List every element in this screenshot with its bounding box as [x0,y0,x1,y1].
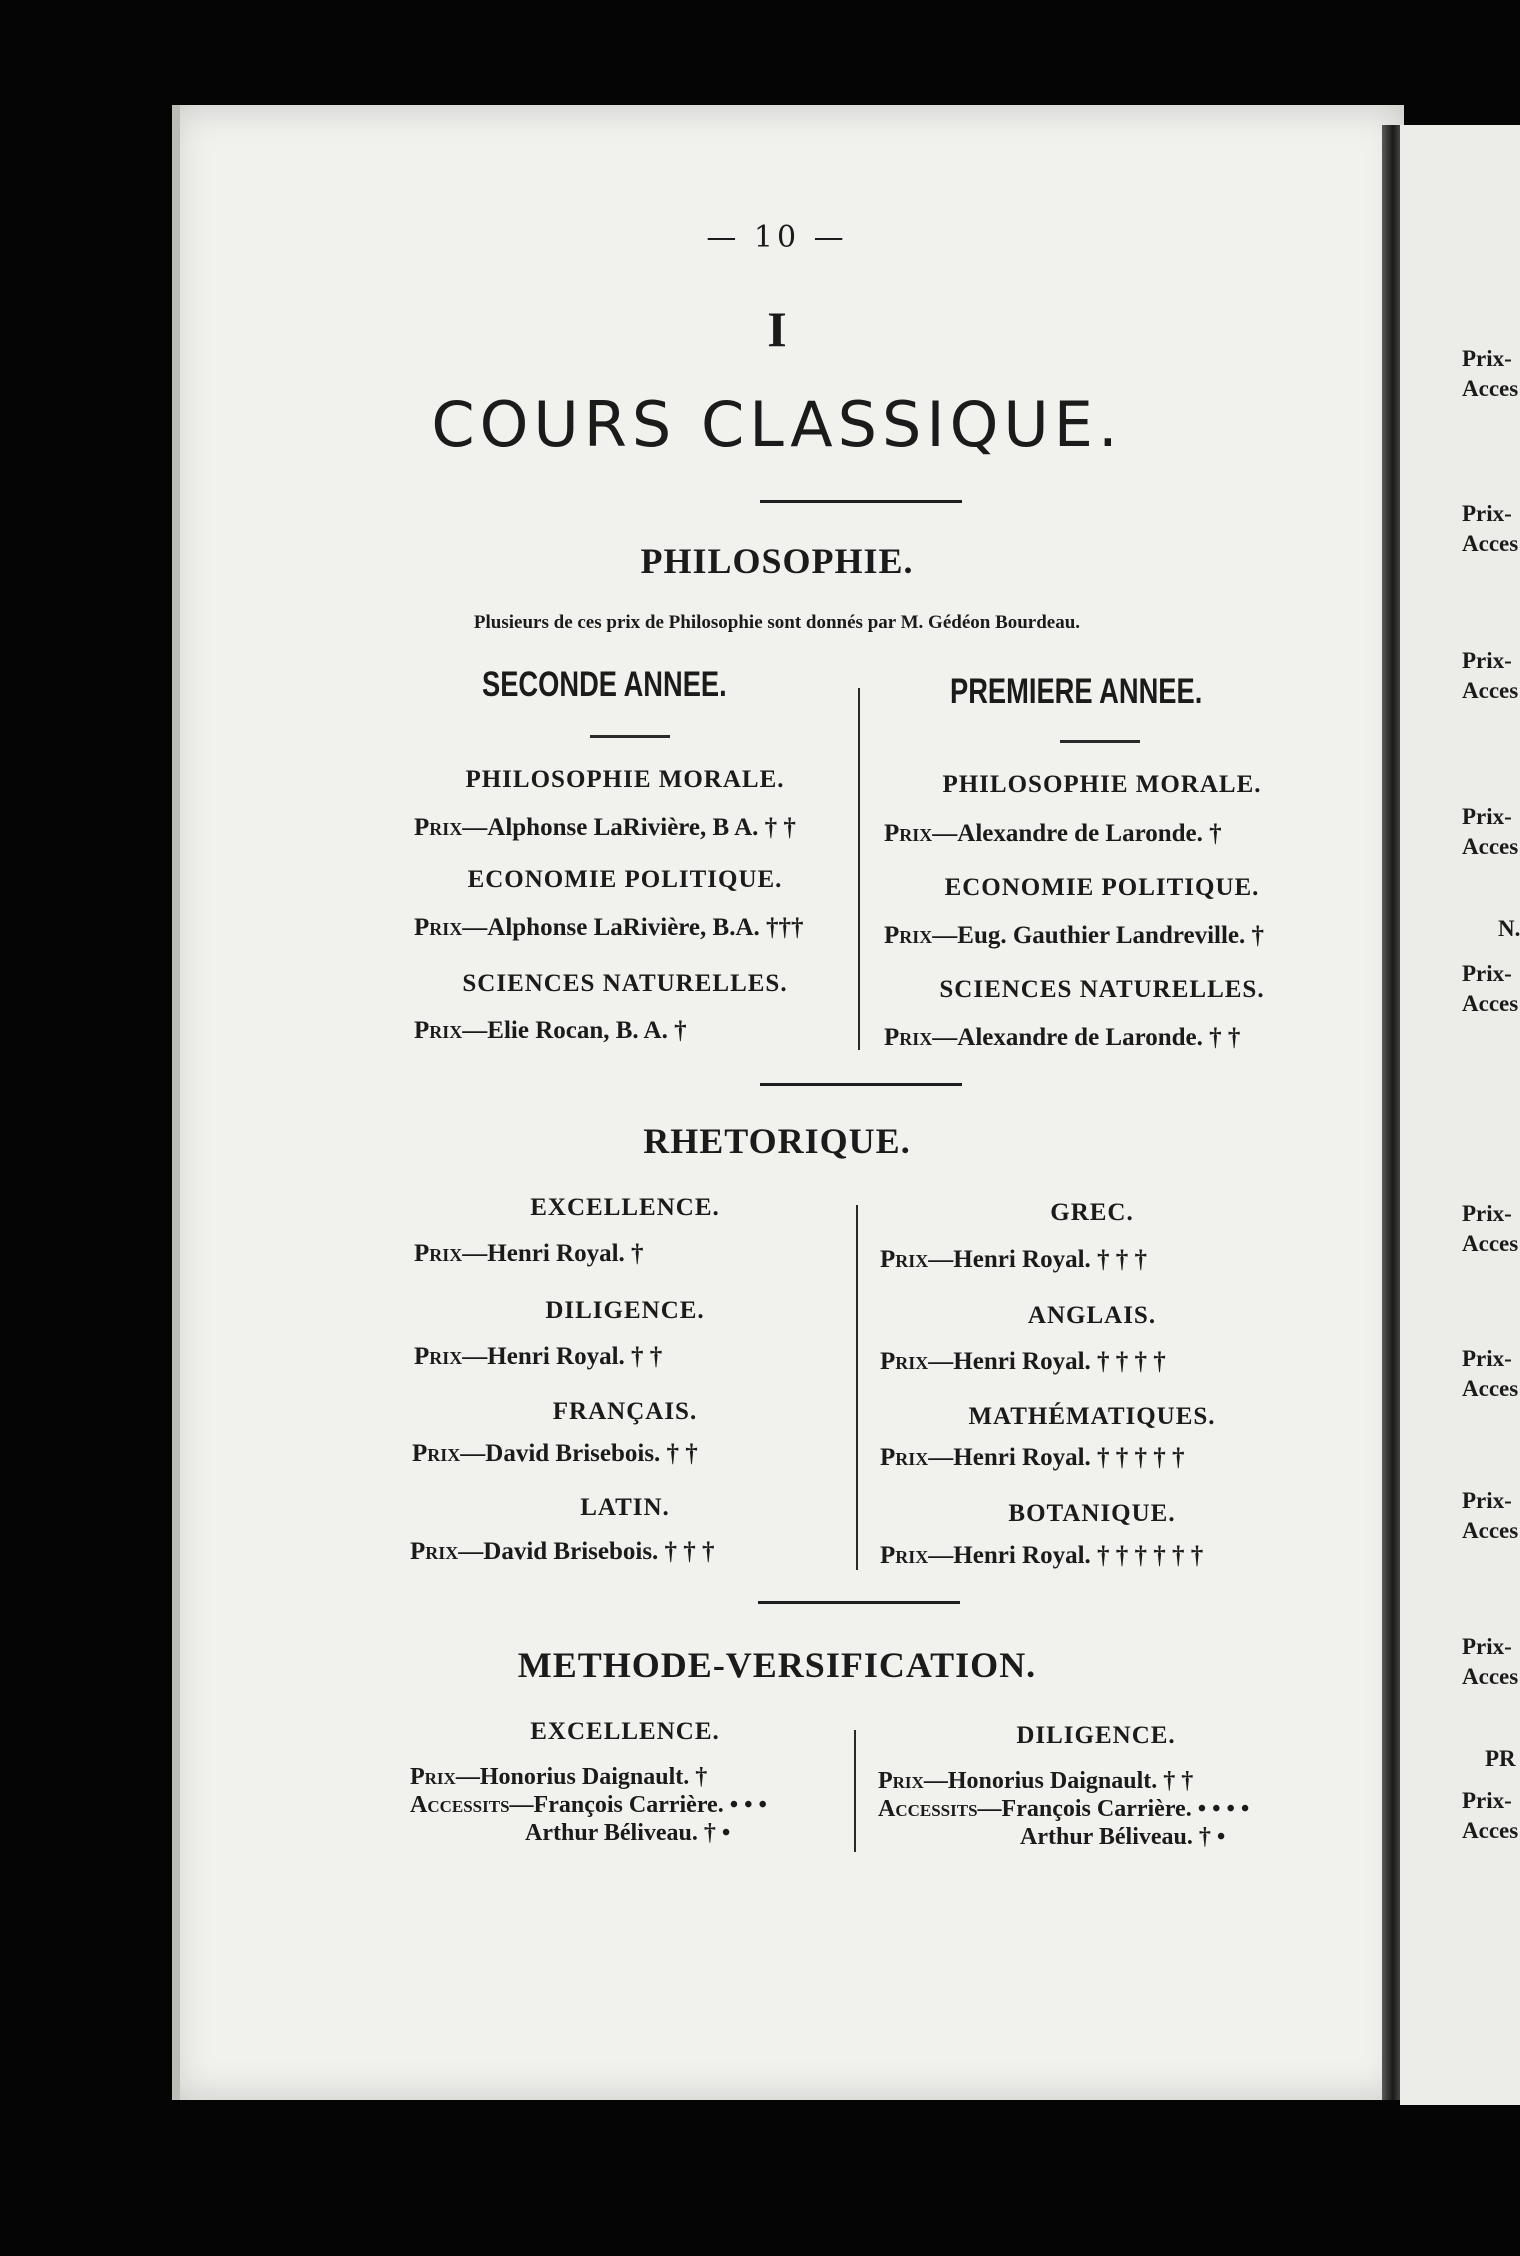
section-rule [758,1601,960,1604]
prize-line [414,814,796,842]
title-rule [760,500,962,503]
prize-label: Prix [414,1017,463,1044]
subject-heading: PHILOSOPHIE MORALE. [465,766,785,793]
facing-line: Prix- [1462,501,1512,526]
prize-winner: —Henri Royal. † † † † [928,1348,1166,1375]
seconde-annee-heading: SECONDE ANNEE. [482,665,727,704]
prize-winner: —Henri Royal. † † † † † [928,1444,1185,1471]
facing-line: Acces [1462,678,1519,703]
prize-label: Prix [884,922,933,949]
facing-line: Acces [1462,1664,1519,1689]
subject-heading: FRANÇAIS. [552,1398,698,1425]
prize-winner: —David Brisebois. † † [460,1440,698,1467]
prize-winner: —Henri Royal. † † † † † † [928,1542,1204,1569]
prize-line [880,1246,1147,1274]
prize-winner: —Alphonse LaRivière, B.A. ††† [462,914,804,941]
prize-label: Prix [880,1348,929,1375]
subject-heading: LATIN. [580,1494,670,1521]
facing-line: Acces [1462,1818,1519,1843]
subject-heading: SCIENCES NATURELLES. [462,970,788,997]
facing-line: Prix- [1462,961,1512,986]
prize-label: Prix [884,820,933,847]
book-gutter [1382,125,1400,2100]
facing-line: Acces [1462,991,1519,1016]
facing-line: Acces [1462,834,1519,859]
prize-label: Prix [414,814,463,841]
prize-label: Prix [414,1343,463,1370]
prize-line [880,1348,1166,1376]
philosophie-heading: PHILOSOPHIE. [640,541,914,581]
accessit-line [878,1796,1249,1823]
subject-heading: EXCELLENCE. [530,1718,720,1745]
facing-line: Prix- [1462,1346,1512,1371]
premiere-annee-heading: PREMIERE ANNEE. [950,672,1203,711]
subject-heading: EXCELLENCE. [530,1194,720,1221]
prize-label: Prix [414,1240,463,1267]
facing-line: Acces [1462,1376,1519,1401]
philosophie-note: Plusieurs de ces prix de Philosophie sont donnés par M. Gédéon Bourdeau. [473,612,1081,633]
facing-line: Acces [1462,531,1519,556]
prize-label: Prix [884,1024,933,1051]
facing-line: Prix- [1462,1201,1512,1226]
accessit-name: —François Carrière. • • • [509,1792,767,1818]
subject-heading: GREC. [1050,1199,1134,1226]
prize-winner: —Alphonse LaRivière, B A. † † [462,814,796,841]
prize-line [414,1017,687,1045]
subject-heading: ECONOMIE POLITIQUE. [944,874,1260,901]
section-rule [760,1083,962,1086]
subject-heading: SCIENCES NATURELLES. [939,976,1265,1003]
section-numeral: I [767,301,787,357]
prize-label: Prix [410,1764,456,1790]
prize-line [880,1444,1185,1472]
facing-line: PR [1485,1746,1516,1771]
facing-line: N. [1498,916,1520,941]
prize-line [414,1343,662,1371]
prize-label: Prix [880,1246,929,1273]
prize-winner: —Henri Royal. † [462,1240,644,1267]
prize-line [880,1542,1203,1570]
methode-heading: METHODE-VERSIFICATION. [517,1645,1037,1685]
column-rule [590,735,670,738]
accessit-label: Accessits [878,1796,978,1822]
prize-line [414,914,804,942]
column-divider [854,1730,856,1852]
facing-line: Acces [1462,376,1519,401]
accessit-label: Accessits [410,1792,510,1818]
prize-winner: —David Brisebois. † † † [458,1538,715,1565]
facing-line: Acces [1462,1518,1519,1543]
prize-winner: —Elie Rocan, B. A. † [462,1017,687,1044]
prize-label: Prix [880,1444,929,1471]
subject-heading: DILIGENCE. [545,1297,705,1324]
prize-winner: —Henri Royal. † † [462,1343,663,1370]
subject-heading: DILIGENCE. [1016,1722,1176,1749]
accessit-name: Arthur Béliveau. † • [1020,1824,1226,1850]
page-number: — 10 — [706,220,848,255]
facing-line: Prix- [1462,648,1512,673]
prize-winner: —Honorius Daignault. † [455,1764,708,1790]
subject-heading: BOTANIQUE. [1008,1500,1176,1527]
facing-page-fragment [1400,125,1520,2105]
facing-line: Prix- [1462,1634,1512,1659]
prize-line [410,1538,715,1566]
subject-heading: ANGLAIS. [1027,1302,1157,1329]
prize-line [412,1440,698,1468]
prize-winner: —Alexandre de Laronde. † [932,820,1222,847]
column-rule [1060,740,1140,743]
prize-line [884,1024,1240,1052]
prize-label: Prix [414,914,463,941]
facing-line: Prix- [1462,346,1512,371]
column-divider [856,1205,858,1570]
prize-label: Prix [410,1538,459,1565]
prize-winner: —Eug. Gauthier Landreville. † [932,922,1265,949]
prize-line [878,1768,1193,1795]
facing-line: Prix- [1462,804,1512,829]
prize-winner: —Honorius Daignault. † † [923,1768,1194,1794]
subject-heading: MATHÉMATIQUES. [968,1403,1216,1430]
column-divider [858,688,860,1050]
subject-heading: ECONOMIE POLITIQUE. [467,866,783,893]
prize-label: Prix [412,1440,461,1467]
prize-line [884,820,1222,848]
prize-winner: —Henri Royal. † † † [928,1246,1148,1273]
prize-winner: —Alexandre de Laronde. † † [932,1024,1241,1051]
accessit-name: —François Carrière. • • • • [977,1796,1250,1822]
page-title: COURS CLASSIQUE. [431,388,1123,461]
prize-line [414,1240,644,1268]
facing-line: Prix- [1462,1488,1512,1513]
facing-line: Acces [1462,1231,1519,1256]
rhetorique-heading: RHETORIQUE. [643,1121,911,1161]
prize-line [410,1764,707,1791]
prize-line [884,922,1264,950]
accessit-line [410,1792,767,1819]
subject-heading: PHILOSOPHIE MORALE. [942,771,1262,798]
prize-label: Prix [880,1542,929,1569]
accessit-name: Arthur Béliveau. † • [525,1820,731,1846]
prize-label: Prix [878,1768,924,1794]
facing-line: Prix- [1462,1788,1512,1813]
